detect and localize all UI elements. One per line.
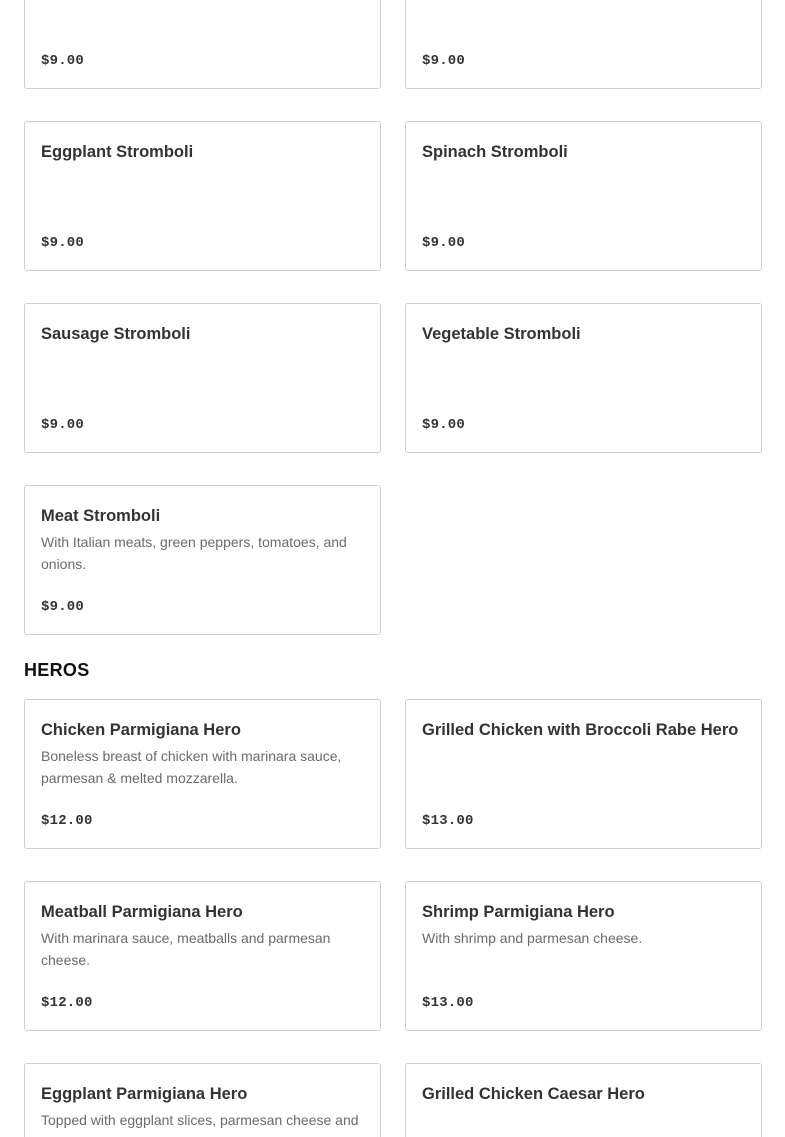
item-description: With shrimp and parmesan cheese.	[422, 930, 643, 946]
item-price: $9.00	[41, 235, 85, 251]
menu-item-card[interactable]	[405, 0, 762, 89]
item-price: $12.00	[41, 995, 93, 1011]
item-name: Chicken Parmigiana Hero	[41, 721, 241, 739]
item-price: $9.00	[422, 417, 466, 433]
item-price: $9.00	[41, 53, 85, 69]
menu-item-card[interactable]	[24, 1063, 381, 1137]
item-price: $9.00	[422, 53, 466, 69]
menu-item-card[interactable]	[405, 303, 762, 453]
menu-item-card[interactable]	[24, 303, 381, 453]
item-name: Meatball Parmigiana Hero	[41, 903, 243, 921]
item-description: Topped with eggplant slices, parmesan cheese and	[41, 1112, 359, 1128]
heros-grid	[24, 699, 761, 1137]
item-name: Shrimp Parmigiana Hero	[422, 903, 615, 921]
item-name: Meat Stromboli	[41, 507, 161, 525]
item-price: $12.00	[41, 813, 93, 829]
menu-item-card[interactable]	[24, 699, 381, 849]
item-name: Spinach Stromboli	[422, 143, 568, 161]
item-name: Eggplant Stromboli	[41, 143, 194, 161]
item-description: With Italian meats, green peppers, tomatoes, and onions.	[41, 534, 347, 572]
menu-item-card[interactable]	[24, 121, 381, 271]
menu-item-card[interactable]	[24, 0, 381, 89]
section-title-heros: HEROS	[24, 660, 90, 680]
item-name: Vegetable Stromboli	[422, 325, 581, 343]
item-name: Grilled Chicken with Broccoli Rabe Hero	[422, 721, 739, 739]
menu-item-card[interactable]	[24, 881, 381, 1031]
item-description: With marinara sauce, meatballs and parmesan cheese.	[41, 930, 331, 968]
item-description: Boneless breast of chicken with marinara sauce, parmesan & melted mozzarella.	[41, 748, 342, 786]
item-price: $13.00	[422, 813, 474, 829]
item-price: $9.00	[41, 599, 85, 615]
menu-item-card[interactable]	[405, 121, 762, 271]
item-name: Eggplant Parmigiana Hero	[41, 1085, 248, 1103]
item-name: Grilled Chicken Caesar Hero	[422, 1085, 645, 1103]
item-price: $9.00	[41, 417, 85, 433]
menu-item-card[interactable]	[405, 881, 762, 1031]
stromboli-grid	[24, 0, 761, 635]
item-name: Sausage Stromboli	[41, 325, 191, 343]
item-price: $13.00	[422, 995, 474, 1011]
menu-item-card[interactable]	[24, 485, 381, 635]
menu-item-card[interactable]	[405, 699, 762, 849]
menu-item-card[interactable]	[405, 1063, 762, 1137]
item-price: $9.00	[422, 235, 466, 251]
